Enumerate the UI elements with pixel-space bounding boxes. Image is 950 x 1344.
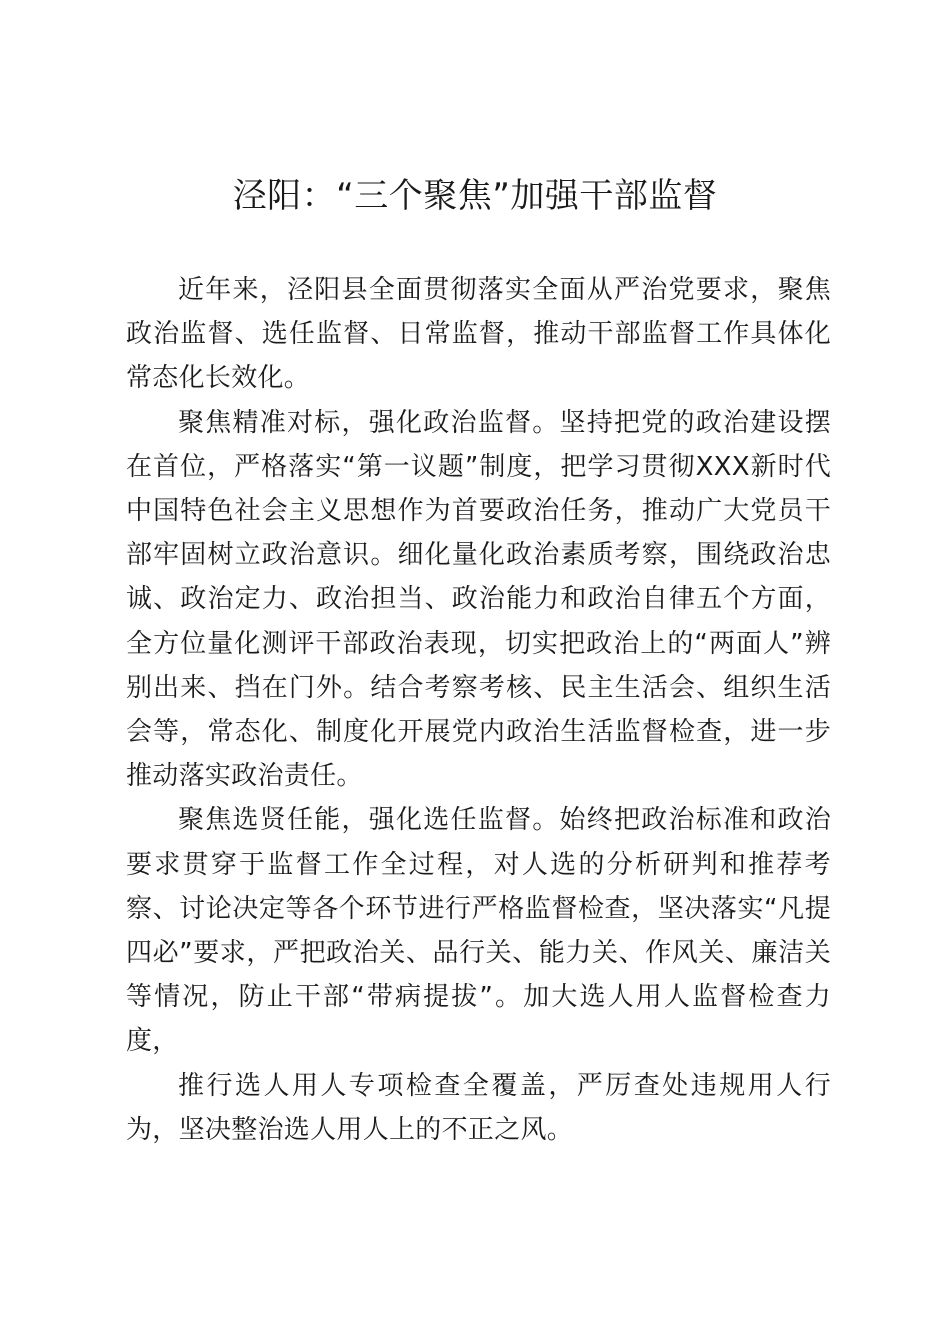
- document-title: 泾阳：“三个聚焦”加强干部监督: [232, 176, 718, 216]
- paragraph-special-inspection: 推行选人用人专项检查全覆盖，严厉查处违规用人行为，坚决整治选人用人上的不正之风。: [126, 1070, 831, 1145]
- document-body: [126, 268, 831, 1152]
- paragraph-intro: 近年来，泾阳县全面贯彻落实全面从严治党要求，聚焦政治监督、选任监督、日常监督，推动干部监督工作具体化常态化长效化。: [126, 275, 831, 394]
- paragraph-selection-supervision: 聚焦选贤任能，强化选任监督。始终把政治标准和政治要求贯穿于监督工作全过程，对人选的分析研判和推荐考察、讨论决定等各个环节进行严格监督检查，坚决落实“凡提四必”要求，严把政治关、品行关、能力关、作风关、廉洁关等情况，防止干部“带病提拔”。加大选人用人监督检查力度，: [126, 805, 831, 1057]
- paragraph-political-supervision: 聚焦精准对标，强化政治监督。坚持把党的政治建设摆在首位，严格落实“第一议题”制度，把学习贯彻XXX新时代中国特色社会主义思想作为首要政治任务，推动广大党员干部牢固树立政治意识。细化量化政治素质考察，围绕政治忠诚、政治定力、政治担当、政治能力和政治自律五个方面，全方位量化测评干部政治表现，切实把政治上的“两面人”辨别出来、挡在门外。结合考察考核、民主生活会、组织生活会等，常态化、制度化开展党内政治生活监督检查，进一步推动落实政治责任。: [126, 407, 831, 792]
